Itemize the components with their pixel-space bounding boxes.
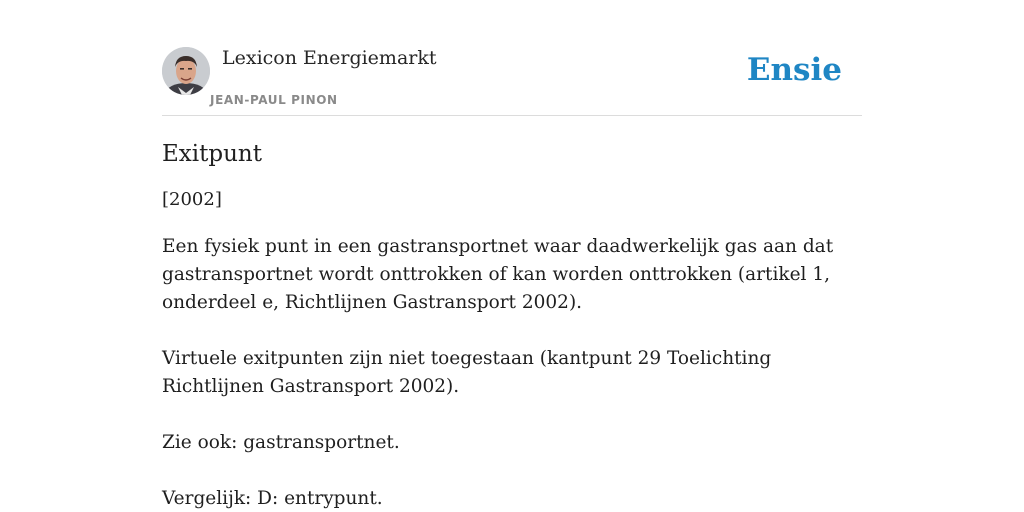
article-body <box>162 138 862 512</box>
definition-paragraph: Een fysiek punt in een gastransportnet waar daadwerkelijk gas aan dat gastransportnet wordt onttrokken of kan worden onttrokken (artikel 1, onderdeel e, Richtlijnen Gastransport 2002). <box>162 236 834 313</box>
note-paragraph: Virtuele exitpunten zijn niet toegestaan (kantpunt 29 Toelichting Richtlijnen Gastransport 2002). <box>162 348 772 397</box>
compare-paragraph: Vergelijk: D: entrypunt. <box>162 488 383 509</box>
see-also-paragraph: Zie ook: gastransportnet. <box>162 432 400 453</box>
author-portrait-icon <box>162 47 210 95</box>
brand-logo[interactable]: Ensie <box>746 52 842 88</box>
lexicon-title[interactable]: Lexicon Energiemarkt <box>222 47 437 69</box>
term-year: [2002] <box>162 189 222 210</box>
term-title: Exitpunt <box>162 141 262 167</box>
header-divider <box>162 115 862 116</box>
author-avatar <box>162 47 210 95</box>
author-name[interactable]: JEAN-PAUL PINON <box>210 93 338 107</box>
